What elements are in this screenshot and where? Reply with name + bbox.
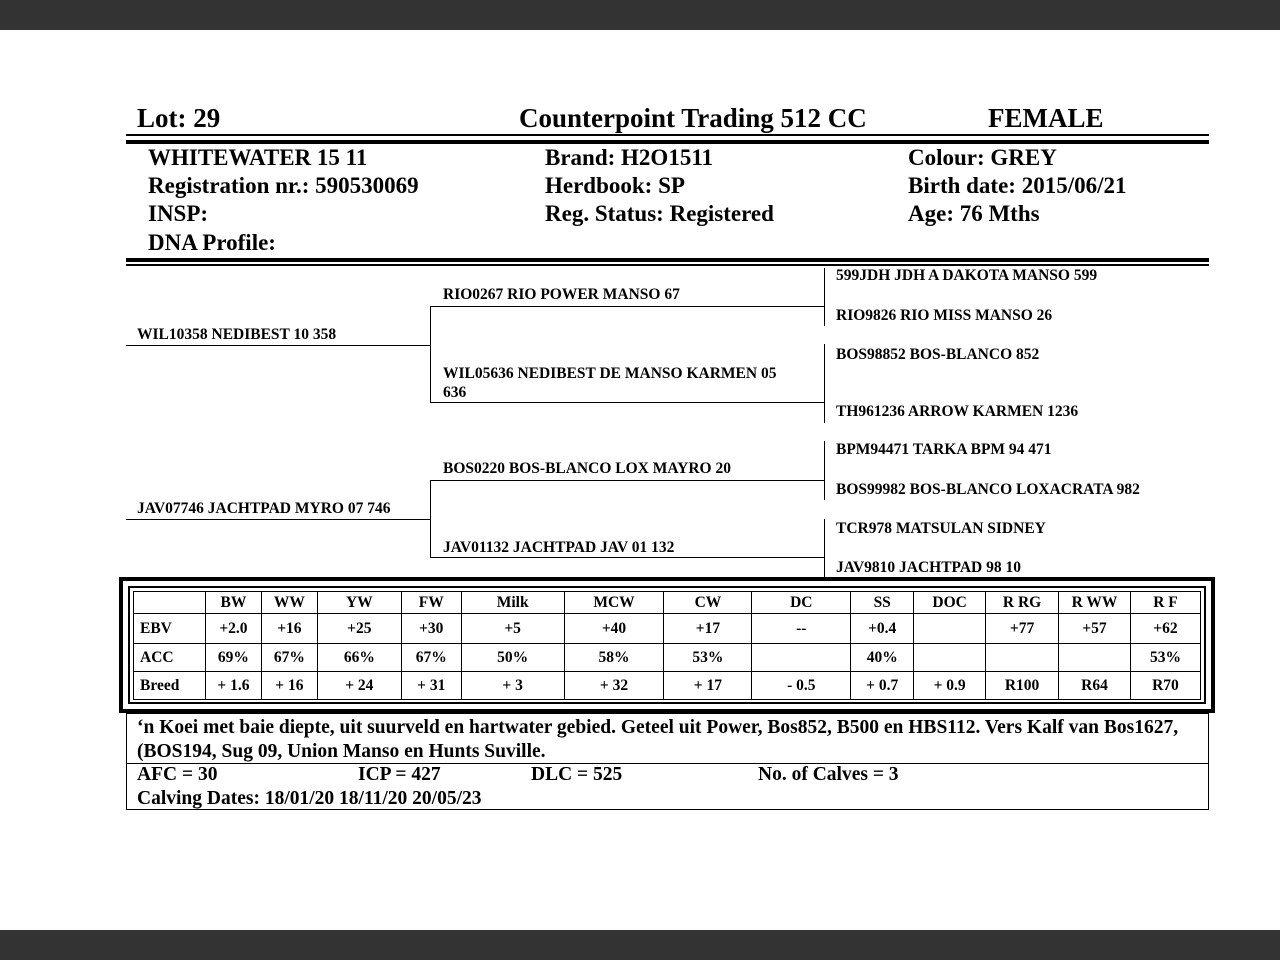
ebv-cell: MCW [564, 592, 664, 614]
ebv-cell: - 0.5 [752, 672, 851, 700]
ebv-cell: SS [851, 592, 914, 614]
pedigree-ggp-3: BOS98852 BOS-BLANCO 852 [836, 346, 1040, 363]
ebv-row [134, 672, 1201, 700]
ebv-cell: 67% [401, 644, 461, 672]
ebv-cell: 69% [205, 644, 261, 672]
ebv-cell: + 3 [461, 672, 564, 700]
ebv-cell: 53% [664, 644, 752, 672]
ebv-cell: R64 [1059, 672, 1131, 700]
pedigree-sire-dam: WIL05636 NEDIBEST DE MANSO KARMEN 05 [443, 365, 777, 382]
pedigree-ggp-5: BPM94471 TARKA BPM 94 471 [836, 441, 1052, 458]
ebv-cell: + 16 [261, 672, 317, 700]
ebv-header-row [134, 592, 1201, 614]
bottom-bar [0, 930, 1280, 960]
ebv-cell: + 31 [401, 672, 461, 700]
ebv-cell: +57 [1059, 614, 1131, 644]
ebv-cell [914, 614, 986, 644]
pedigree-dam-dam: JAV01132 JACHTPAD JAV 01 132 [443, 539, 675, 556]
herdbook: Herdbook: SP [545, 173, 685, 198]
header-rule-bottom [126, 140, 1209, 144]
ebv-cell [914, 644, 986, 672]
info-rule-top [126, 258, 1209, 262]
ebv-cell: R70 [1130, 672, 1200, 700]
ebv-cell: R F [1130, 592, 1200, 614]
brand: Brand: H2O1511 [545, 145, 714, 170]
ebv-cell: DOC [914, 592, 986, 614]
ebv-cell [752, 644, 851, 672]
registration-number: Registration nr.: 590530069 [148, 173, 419, 198]
ebv-cell: +40 [564, 614, 664, 644]
ebv-cell: + 32 [564, 672, 664, 700]
ebv-cell: BW [205, 592, 261, 614]
ebv-cell: +0.4 [851, 614, 914, 644]
animal-name: WHITEWATER 15 11 [148, 145, 368, 170]
ebv-cell: 66% [317, 644, 401, 672]
pedigree-ggp-8: JAV9810 JACHTPAD 98 10 [836, 559, 1022, 576]
ebv-row [134, 644, 1201, 672]
ebv-cell: +30 [401, 614, 461, 644]
ebv-cell [134, 592, 206, 614]
ebv-cell: WW [261, 592, 317, 614]
colour: Colour: GREY [908, 145, 1057, 170]
ebv-cell: R100 [986, 672, 1059, 700]
pedigree-dam-sire: BOS0220 BOS-BLANCO LOX MAYRO 20 [443, 460, 731, 477]
pedigree-sire-dam-cont: 636 [443, 384, 467, 401]
ebv-cell: + 0.9 [914, 672, 986, 700]
pedigree-ggp-1: 599JDH JDH A DAKOTA MANSO 599 [836, 267, 1098, 284]
ebv-cell: +62 [1130, 614, 1200, 644]
ebv-cell: 67% [261, 644, 317, 672]
ebv-cell: +25 [317, 614, 401, 644]
stat-afc: AFC = 30 [137, 764, 218, 785]
calving-dates: Calving Dates: 18/01/20 18/11/20 20/05/23 [137, 788, 482, 809]
ebv-cell: + 1.6 [205, 672, 261, 700]
ebv-cell: Breed [134, 672, 206, 700]
pedigree-dam: JAV07746 JACHTPAD MYRO 07 746 [137, 500, 391, 517]
pedigree-ggp-4: TH961236 ARROW KARMEN 1236 [836, 403, 1079, 420]
stat-calves: No. of Calves = 3 [758, 764, 899, 785]
age: Age: 76 Mths [908, 201, 1040, 226]
ebv-cell: +5 [461, 614, 564, 644]
ebv-cell: 50% [461, 644, 564, 672]
ebv-cell: +17 [664, 614, 752, 644]
ebv-cell: CW [664, 592, 752, 614]
dna-profile-label: DNA Profile: [148, 230, 276, 255]
birth-date: Birth date: 2015/06/21 [908, 173, 1127, 198]
ebv-cell: + 0.7 [851, 672, 914, 700]
ebv-row [134, 614, 1201, 644]
ebv-cell: -- [752, 614, 851, 644]
ebv-cell [1059, 644, 1131, 672]
ebv-cell: DC [752, 592, 851, 614]
pedigree-sire: WIL10358 NEDIBEST 10 358 [137, 326, 337, 343]
comment-text: ‘n Koei met baie diepte, uit suurveld en hartwater gebied. Geteel uit Power, Bos852, B500 en HBS112. Vers Kalf van Bos1627, (BOS194, Sug 09, Union Manso en Hunts Suville. [137, 717, 1179, 762]
ebv-cell: R WW [1059, 592, 1131, 614]
stat-dlc: DLC = 525 [531, 764, 623, 785]
ebv-cell: + 24 [317, 672, 401, 700]
ebv-cell: YW [317, 592, 401, 614]
pedigree-ggp-2: RIO9826 RIO MISS MANSO 26 [836, 307, 1053, 324]
top-bar [0, 0, 1280, 30]
ebv-cell [986, 644, 1059, 672]
ebv-cell: ACC [134, 644, 206, 672]
seller-name: Counterpoint Trading 512 CC [519, 103, 867, 133]
registration-status: Reg. Status: Registered [545, 201, 774, 226]
ebv-cell: EBV [134, 614, 206, 644]
ebv-table-frame [119, 577, 1215, 713]
ebv-cell: 58% [564, 644, 664, 672]
ebv-cell: FW [401, 592, 461, 614]
stat-icp: ICP = 427 [358, 764, 441, 785]
pedigree-ggp-6: BOS99982 BOS-BLANCO LOXACRATA 982 [836, 481, 1140, 498]
ebv-cell: 40% [851, 644, 914, 672]
info-rule-bottom [126, 264, 1209, 266]
ebv-cell: Milk [461, 592, 564, 614]
ebv-cell: +77 [986, 614, 1059, 644]
ebv-cell: +16 [261, 614, 317, 644]
pedigree-ggp-7: TCR978 MATSULAN SIDNEY [836, 520, 1046, 537]
comments-box [126, 713, 1209, 810]
pedigree-sire-sire: RIO0267 RIO POWER MANSO 67 [443, 286, 680, 303]
ebv-table [133, 591, 1201, 700]
ebv-cell: +2.0 [205, 614, 261, 644]
lot-number: Lot: 29 [137, 103, 221, 133]
header-rule-top [126, 134, 1209, 136]
ebv-cell: 53% [1130, 644, 1200, 672]
ebv-cell: R RG [986, 592, 1059, 614]
insp-label: INSP: [148, 201, 209, 226]
sex-label: FEMALE [988, 103, 1104, 133]
ebv-cell: + 17 [664, 672, 752, 700]
